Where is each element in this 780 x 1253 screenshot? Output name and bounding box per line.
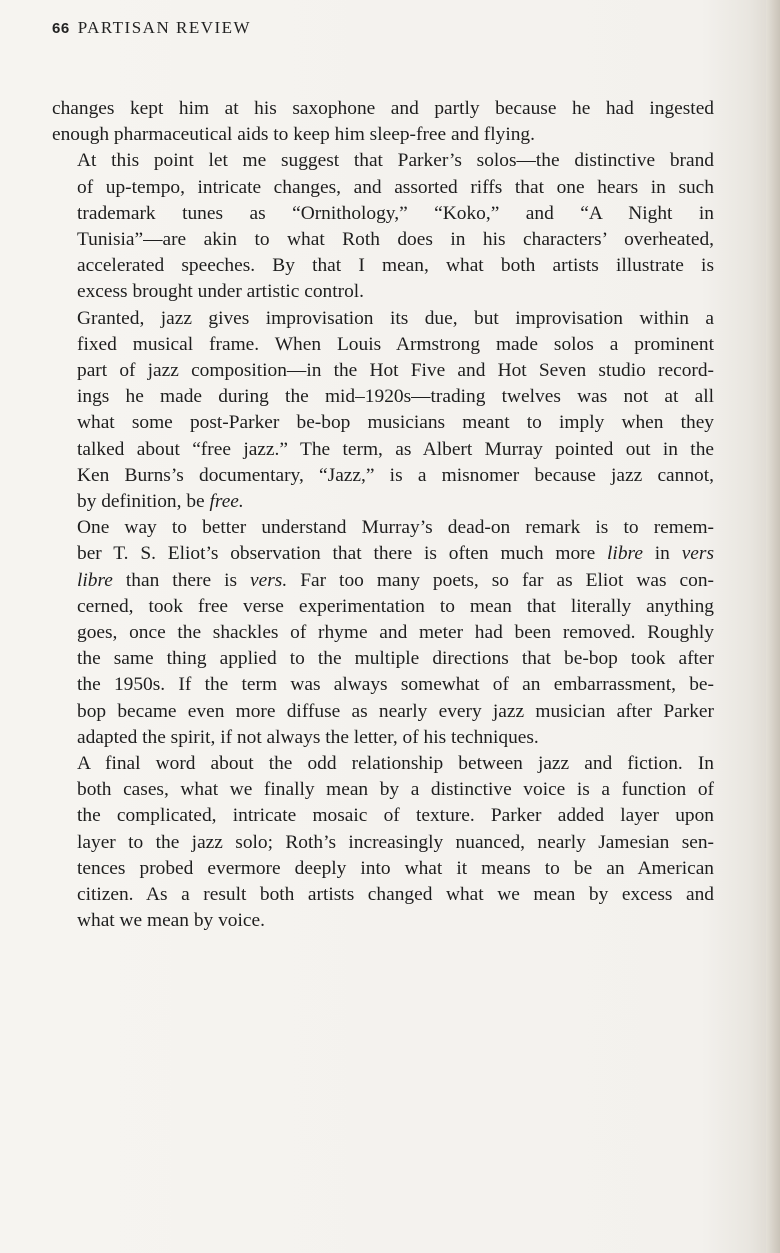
text-run: excess brought under artistic control. bbox=[77, 281, 365, 303]
text-line bbox=[52, 437, 714, 463]
text-line bbox=[52, 699, 714, 725]
text-run: fixed musical frame. When Louis Armstrong made solos a prominent bbox=[77, 333, 714, 355]
paragraph bbox=[52, 515, 714, 751]
text-line bbox=[52, 96, 714, 122]
text-line bbox=[52, 803, 714, 829]
text-line bbox=[52, 751, 714, 777]
text-run: citizen. As a result both artists changed what we mean by excess and bbox=[77, 884, 714, 906]
text-line bbox=[52, 646, 714, 672]
text-run: the 1950s. If the term was always somewhat of an embarrassment, be- bbox=[77, 674, 714, 696]
body-text bbox=[52, 96, 714, 935]
journal-title: PARTISAN REVIEW bbox=[77, 18, 252, 37]
text-run: ings he made during the mid–1920s—trading twelves was not at all bbox=[77, 386, 714, 408]
text-line bbox=[52, 489, 714, 515]
italic-text: free. bbox=[209, 491, 244, 513]
text-line bbox=[52, 306, 714, 332]
text-line bbox=[52, 777, 714, 803]
text-run: part of jazz composition—in the Hot Five and Hot Seven studio record- bbox=[77, 360, 714, 382]
running-header bbox=[52, 18, 251, 38]
text-run: adapted the spirit, if not always the letter, of his techniques. bbox=[77, 726, 539, 748]
text-run: A final word about the odd relationship between jazz and fiction. In bbox=[77, 753, 714, 775]
paragraph bbox=[52, 148, 714, 305]
text-run: cerned, took free verse experimentation to mean that literally anything bbox=[77, 595, 714, 617]
text-run: enough pharmaceutical aids to keep him sleep-free and flying. bbox=[52, 124, 535, 146]
text-line bbox=[52, 253, 714, 279]
page-edge bbox=[766, 0, 780, 1253]
text-line bbox=[52, 594, 714, 620]
text-run: Tunisia”—are akin to what Roth does in his characters’ overheated, bbox=[77, 229, 714, 251]
text-run: talked about “free jazz.” The term, as Albert Murray pointed out in the bbox=[77, 438, 714, 460]
text-line bbox=[52, 332, 714, 358]
text-run: Far too many poets, so far as Eliot was con- bbox=[287, 569, 715, 591]
italic-text: libre bbox=[607, 543, 643, 565]
text-run: of up-tempo, intricate changes, and assorted riffs that one hears in such bbox=[77, 176, 714, 198]
text-line bbox=[52, 279, 714, 305]
text-line bbox=[52, 463, 714, 489]
text-line bbox=[52, 620, 714, 646]
text-run: the complicated, intricate mosaic of texture. Parker added layer upon bbox=[77, 805, 714, 827]
italic-text: vers bbox=[681, 543, 715, 565]
text-line bbox=[52, 358, 714, 384]
text-run: the same thing applied to the multiple directions that be-bop took after bbox=[77, 648, 714, 670]
text-line bbox=[52, 908, 714, 934]
text-line bbox=[52, 410, 714, 436]
text-run: One way to better understand Murray’s dead-on remark is to remem- bbox=[77, 517, 714, 539]
text-line bbox=[52, 201, 714, 227]
text-run: Ken Burns’s documentary, “Jazz,” is a misnomer because jazz cannot, bbox=[77, 464, 714, 486]
text-run: changes kept him at his saxophone and partly because he had ingested bbox=[52, 98, 714, 119]
paragraph bbox=[52, 96, 714, 148]
text-run: Granted, jazz gives improvisation its due, but improvisation within a bbox=[77, 307, 714, 329]
text-run: layer to the jazz solo; Roth’s increasingly nuanced, nearly Jamesian sen- bbox=[77, 831, 714, 853]
text-run: accelerated speeches. By that I mean, what both artists illustrate is bbox=[77, 255, 714, 277]
text-run: bop became even more diffuse as nearly every jazz musician after Parker bbox=[77, 700, 714, 722]
text-line bbox=[52, 384, 714, 410]
text-run: goes, once the shackles of rhyme and meter had been removed. Roughly bbox=[77, 622, 714, 644]
text-line bbox=[52, 515, 714, 541]
text-run: tences probed evermore deeply into what it means to be an American bbox=[77, 857, 714, 879]
paragraph bbox=[52, 306, 714, 516]
text-run: by definition, be bbox=[77, 491, 210, 513]
text-line bbox=[52, 882, 714, 908]
text-line bbox=[52, 227, 714, 253]
text-line bbox=[52, 672, 714, 698]
text-line bbox=[52, 122, 714, 148]
text-run: trademark tunes as “Ornithology,” “Koko,” and “A Night in bbox=[77, 202, 714, 224]
text-line bbox=[52, 725, 714, 751]
text-run: in bbox=[642, 543, 682, 565]
text-line bbox=[52, 175, 714, 201]
text-run: ber T. S. Eliot’s observation that there is often much more bbox=[77, 543, 608, 565]
paragraph bbox=[52, 751, 714, 934]
text-run: than there is bbox=[112, 569, 251, 591]
text-line bbox=[52, 856, 714, 882]
italic-text: vers. bbox=[250, 569, 288, 591]
text-run: what we mean by voice. bbox=[77, 910, 265, 932]
text-line bbox=[52, 830, 714, 856]
text-run: what some post-Parker be-bop musicians meant to imply when they bbox=[77, 412, 714, 434]
text-line bbox=[52, 541, 714, 567]
text-line bbox=[52, 568, 714, 594]
text-run: both cases, what we finally mean by a distinctive voice is a function of bbox=[77, 779, 714, 801]
italic-text: libre bbox=[77, 569, 113, 591]
text-line bbox=[52, 148, 714, 174]
page-number: 66 bbox=[52, 20, 70, 37]
text-run: At this point let me suggest that Parker’s solos—the distinctive brand bbox=[77, 150, 714, 172]
